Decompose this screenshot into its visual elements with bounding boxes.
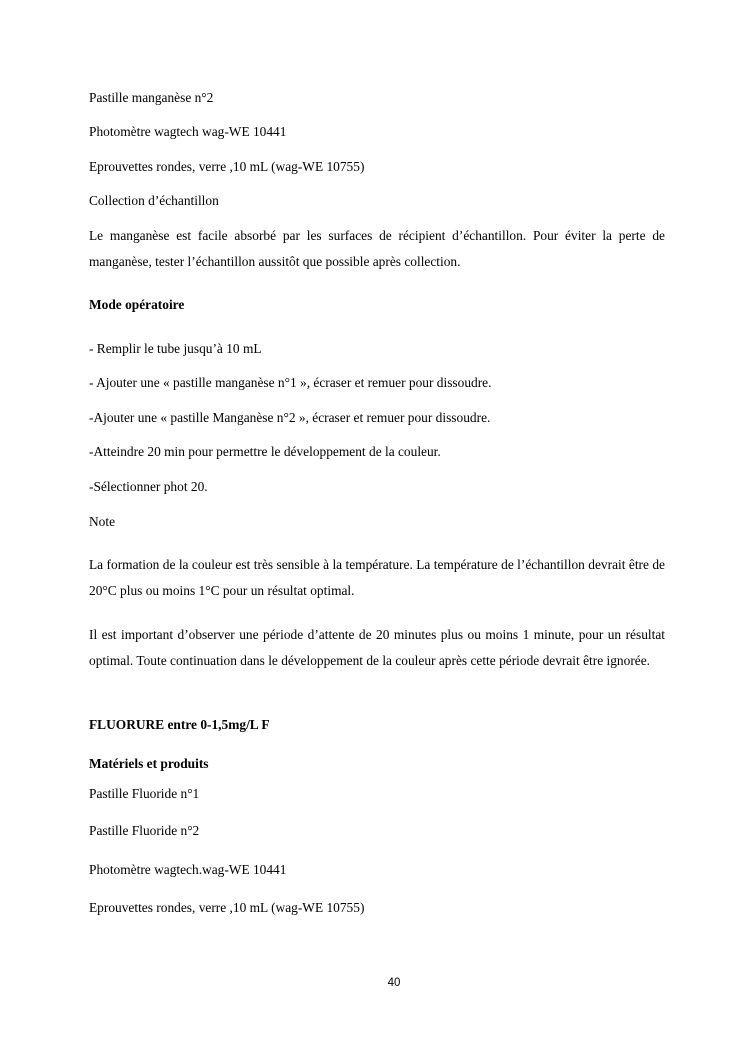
page-number: 40 [387,977,401,989]
step-item: -Atteindre 20 min pour permettre le développement de la couleur. [89,444,441,459]
section-heading: Matériels et produits [89,756,209,771]
step-item: - Ajouter une « pastille manganèse n°1 », écraser et remuer pour dissoudre. [89,375,492,390]
material-item: Pastille Fluoride n°2 [89,823,200,838]
text-line: Eprouvettes rondes, verre ,10 mL (wag-WE 10755) [89,159,365,174]
section-heading: Mode opératoire [89,297,185,312]
step-item: -Ajouter une « pastille Manganèse n°2 », écraser et remuer pour dissoudre. [89,410,491,425]
text-line: Photomètre wagtech wag-WE 10441 [89,124,287,139]
section-heading: FLUORURE entre 0-1,5mg/L F [89,717,270,732]
paragraph: La formation de la couleur est très sensible à la température. La température de l’échantillon devrait être de 20°C plus ou moins 1°C pour un résultat optimal. [89,557,665,598]
material-item: Pastille Fluoride n°1 [89,786,200,801]
step-item: -Sélectionner phot 20. [89,479,208,494]
paragraph: Il est important d’observer une période d’attente de 20 minutes plus ou moins 1 minute, pour un résultat optimal. Toute continuation dans le développement de la couleur après cette période devrait être ignorée. [89,627,665,668]
step-item: - Remplir le tube jusqu’à 10 mL [89,341,262,356]
text-line: Collection d’échantillon [89,193,219,208]
note-label: Note [89,514,116,529]
material-item: Eprouvettes rondes, verre ,10 mL (wag-WE 10755) [89,900,365,915]
material-item: Photomètre wagtech.wag-WE 10441 [89,862,287,877]
text-line: Pastille manganèse n°2 [89,90,214,105]
paragraph: Le manganèse est facile absorbé par les surfaces de récipient d’échantillon. Pour éviter la perte de manganèse, tester l’échantillon aussitôt que possible après collection. [89,228,665,269]
